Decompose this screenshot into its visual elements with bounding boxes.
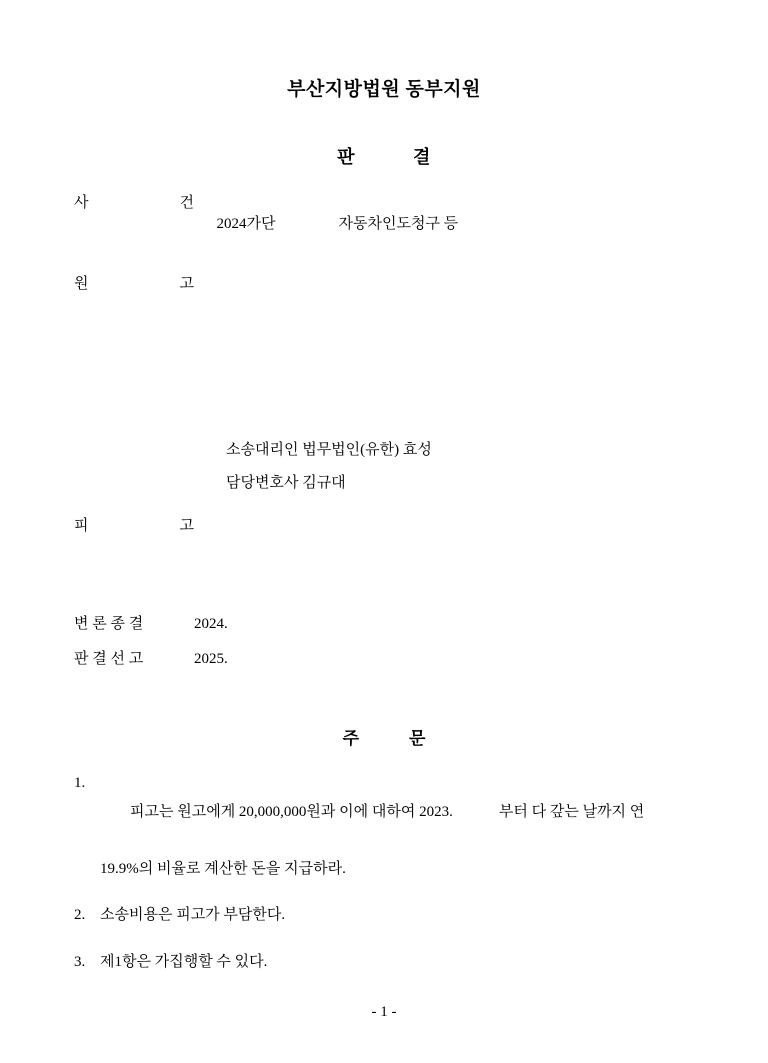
plaintiff-label-char-2: 고 (179, 276, 194, 292)
document-title-right: 결 (413, 147, 431, 167)
plaintiff-label-char-1: 원 (74, 276, 89, 292)
order-item (74, 901, 694, 930)
defendant-label-char-1: 피 (74, 518, 89, 534)
closing-date-value: 2024. (194, 616, 228, 632)
order-list (74, 769, 694, 976)
page-number: - 1 - (371, 1004, 397, 1020)
order-item-continuation: 19.9%의 비율로 계산한 돈을 지급하라. (100, 860, 346, 877)
judgment-document-page (0, 74, 768, 1063)
order-item-number: 2. (74, 907, 86, 923)
document-title-left: 판 (337, 147, 355, 167)
plaintiff-counsel-firm: 소송대리인 법무법인(유한) 효성 (226, 442, 432, 458)
order-item-text-part-a: 피고는 원고에게 20,000,000원과 이에 대하여 2023. (130, 803, 453, 820)
plaintiff-label (74, 272, 194, 293)
case-name: 자동차인도청구 등 (338, 216, 459, 232)
judgment-date-row (74, 647, 694, 668)
order-item-text-part-b: 부터 다 갚는 날까지 연 (498, 803, 645, 820)
order-item (74, 769, 694, 855)
case-number: 2024가단 (216, 216, 276, 232)
order-item-text (100, 769, 694, 855)
order-item-number: 1. (74, 775, 86, 791)
order-section-title (74, 724, 694, 749)
closing-date-label: 변 론 종 결 (74, 616, 144, 632)
judgment-date-value: 2025. (194, 651, 228, 667)
plaintiff-counsel-lawyer: 담당변호사 김규대 (226, 475, 346, 491)
case-value (194, 195, 694, 250)
case-label (74, 191, 194, 212)
order-item-text: 소송비용은 피고가 부담한다. (100, 907, 286, 923)
case-label-char-1: 사 (74, 195, 89, 211)
court-title: 부산지방법원 동부지원 (287, 79, 481, 100)
case-row (74, 191, 694, 250)
defendant-label (74, 514, 194, 535)
defendant-label-char-2: 고 (179, 518, 194, 534)
plaintiff-row (74, 272, 694, 358)
defendant-row (74, 514, 694, 598)
order-item (74, 948, 694, 977)
closing-date-row (74, 612, 694, 633)
document-title (74, 143, 694, 169)
judgment-date-label: 판 결 선 고 (74, 651, 144, 667)
order-title-left: 주 (342, 729, 359, 748)
case-label-char-2: 건 (179, 195, 194, 211)
order-title-right: 문 (409, 729, 426, 748)
order-item-number: 3. (74, 953, 86, 970)
order-item-text: 제1항은 가집행할 수 있다. (100, 953, 268, 970)
